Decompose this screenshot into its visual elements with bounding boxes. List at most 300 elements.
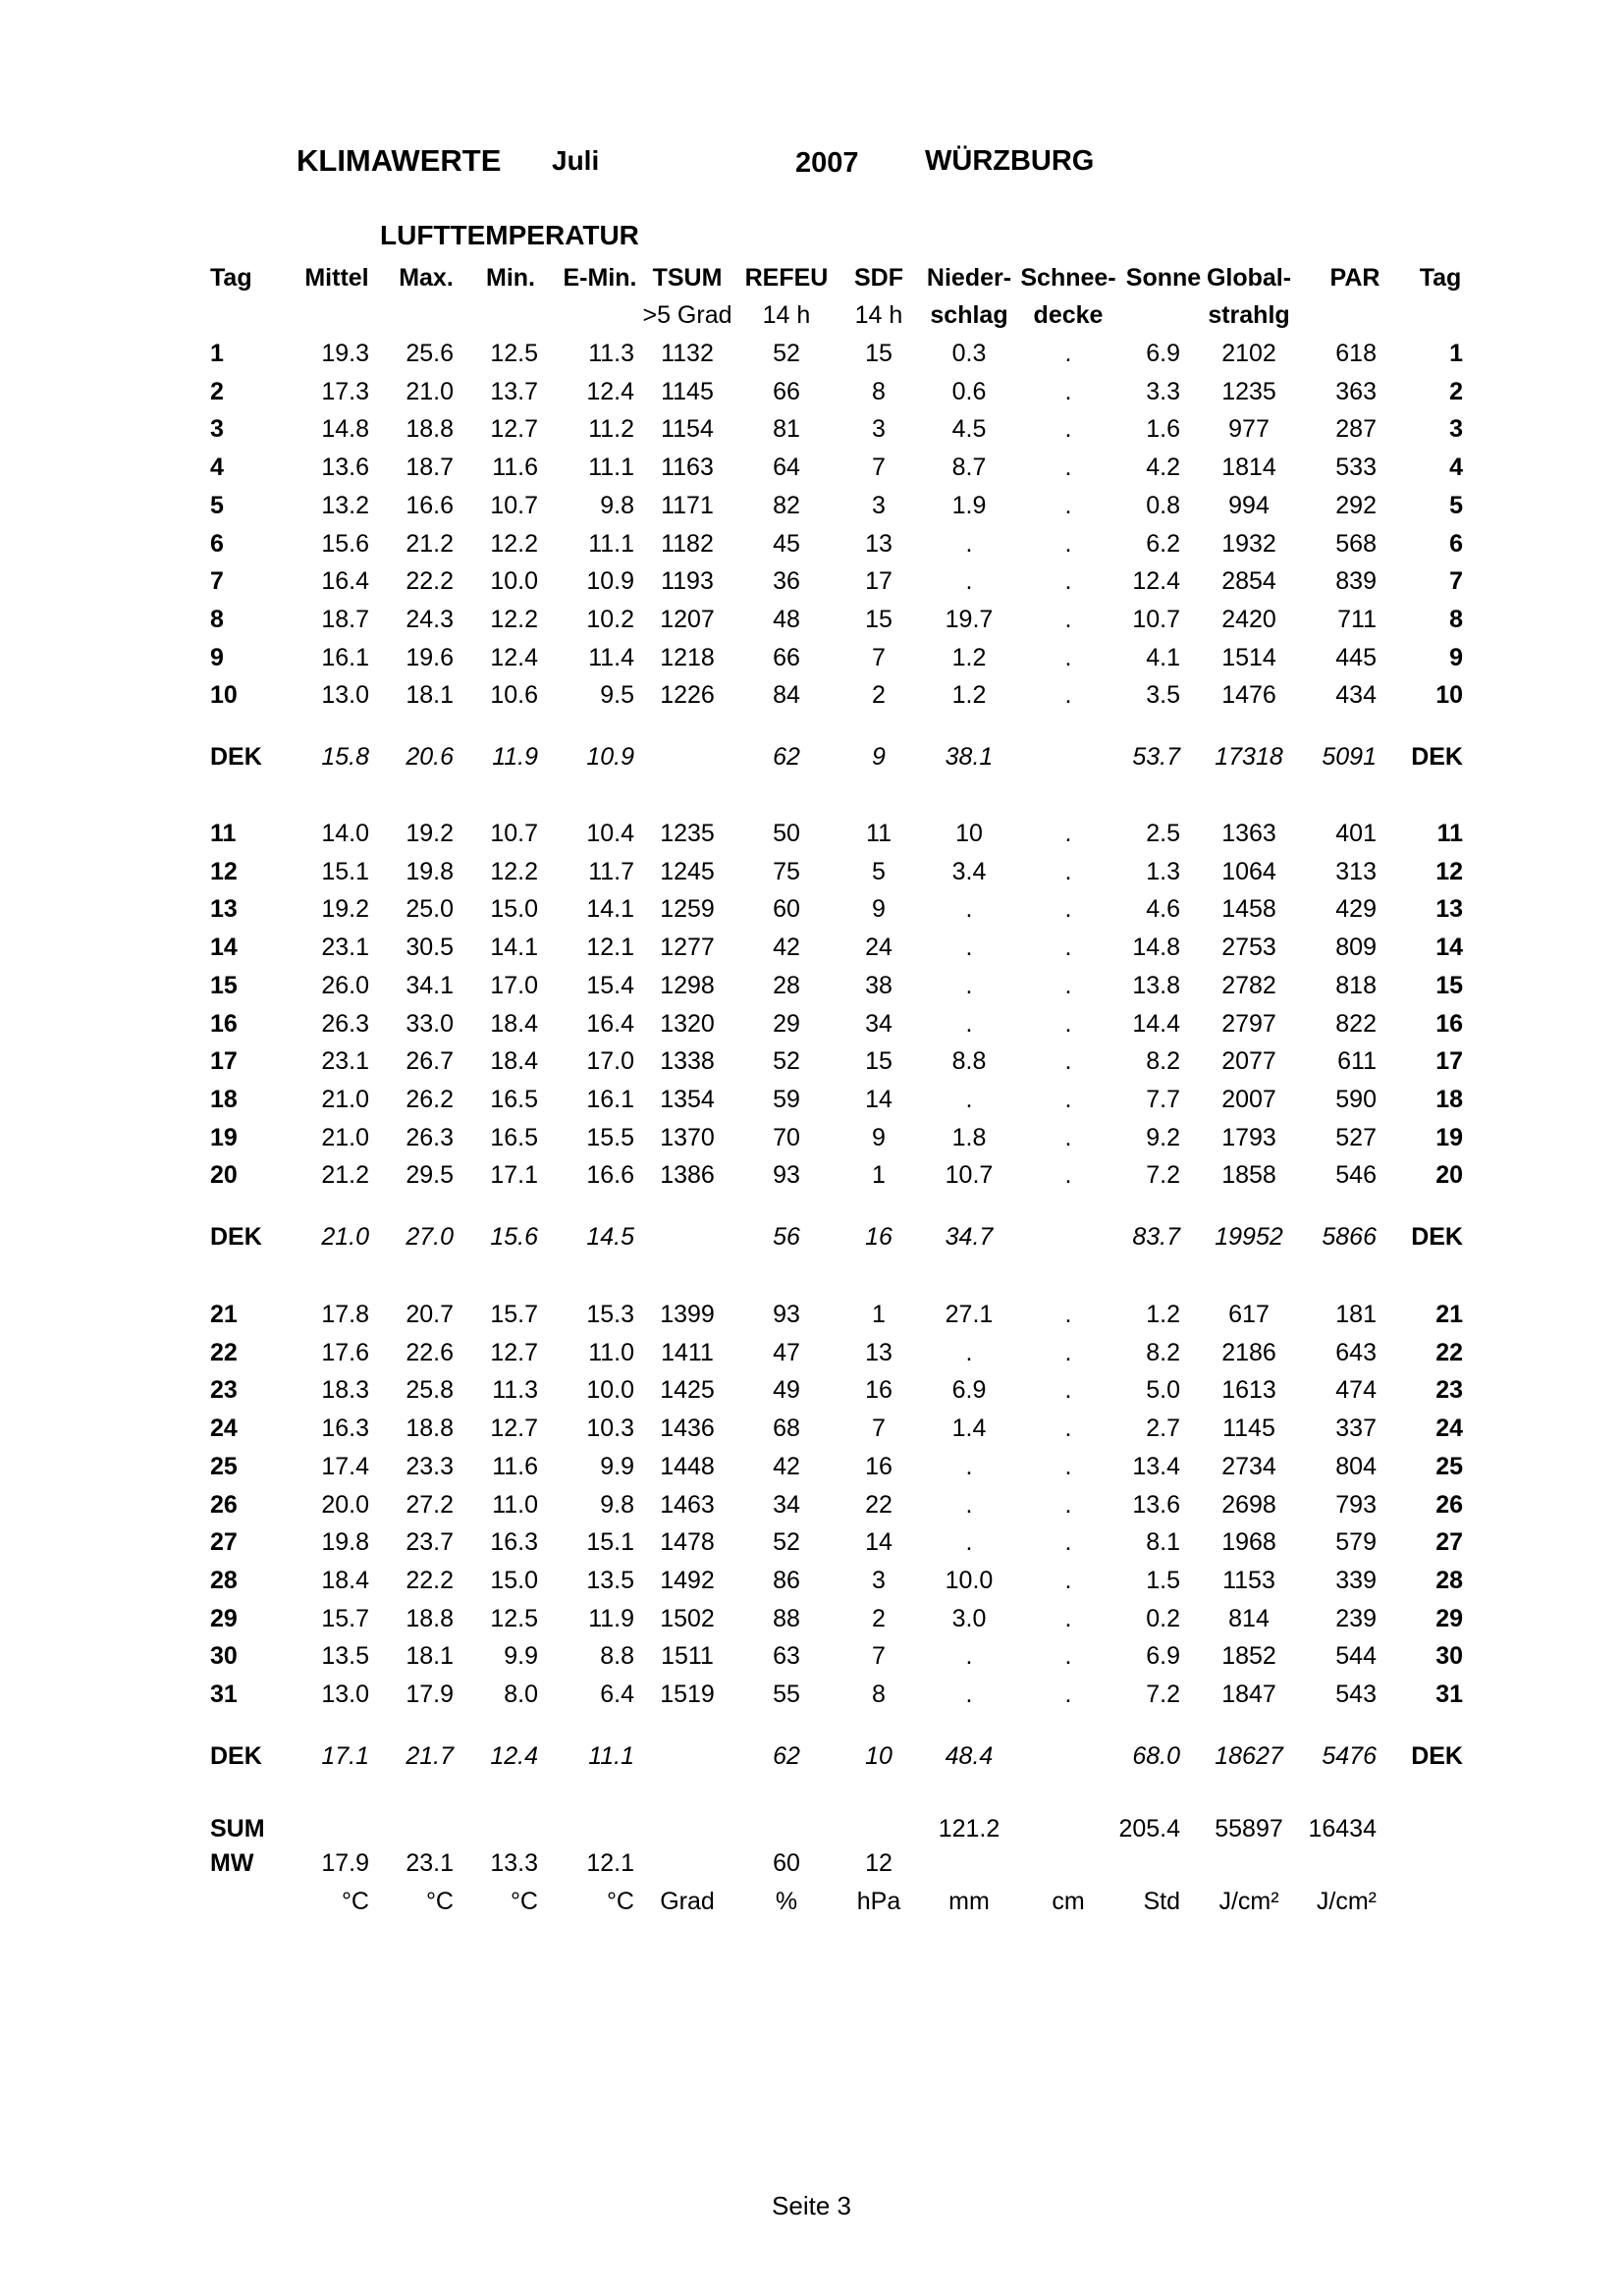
day-row-cell: 13.6 (1132, 1490, 1180, 1519)
decade-summary-row-cell: 62 (773, 1741, 800, 1770)
header-row1-cell: PAR (1329, 264, 1380, 292)
day-row-cell: 17.9 (406, 1681, 454, 1708)
decade-summary-row-cell: 18627 (1215, 1741, 1283, 1770)
day-row-cell: 18.8 (406, 415, 454, 444)
day-row-cell: 60 (773, 895, 800, 924)
day-row-cell: 18.8 (406, 1415, 454, 1443)
day-row-cell: 1338 (660, 1047, 715, 1076)
day-row-cell: 16.4 (321, 567, 369, 596)
day-row-cell: 363 (1335, 377, 1377, 405)
day-row-cell: 22.6 (406, 1338, 454, 1366)
day-row-cell: 18.3 (321, 1376, 369, 1405)
day-row-cell: 8 (1449, 605, 1463, 633)
day-row-cell: . (1064, 605, 1072, 633)
day-row-cell: 26.3 (321, 1009, 369, 1038)
day-row-cell: 10.3 (586, 1415, 634, 1443)
day-row-cell: 4.5 (951, 415, 987, 444)
day-row-cell: 24 (210, 1415, 238, 1443)
day-row-cell: 6 (210, 529, 224, 558)
mw-row-cell: 13.3 (490, 1849, 538, 1877)
day-row-cell: . (1064, 1681, 1072, 1708)
day-row-cell: 1.5 (1146, 1566, 1180, 1594)
day-row-cell: 22.2 (406, 567, 454, 596)
day-row-cell: 18.7 (321, 605, 369, 633)
mw-row-cell: MW (210, 1849, 254, 1877)
day-row-cell: 1858 (1221, 1161, 1276, 1190)
day-row-cell: 1218 (660, 643, 715, 671)
decade-summary-row-cell: 5091 (1322, 743, 1377, 771)
day-row-cell: 1.2 (951, 681, 987, 710)
day-row-cell: 16.6 (586, 1161, 634, 1190)
day-row-cell: . (1064, 681, 1072, 710)
day-row-cell: 1.4 (951, 1415, 987, 1443)
day-row-cell: 1463 (660, 1490, 715, 1519)
day-row-cell: 4.2 (1146, 454, 1180, 482)
sum-row-cell: 121.2 (938, 1815, 1001, 1842)
day-row-cell: 13.6 (321, 454, 369, 482)
day-row-cell: 29 (210, 1604, 238, 1632)
day-row-cell: 1411 (661, 1338, 714, 1366)
day-row-cell: 7 (872, 1415, 886, 1443)
day-row-cell: 1.8 (951, 1123, 987, 1151)
units-row-cell: J/cm² (1218, 1888, 1279, 1915)
decade-summary-row-cell: 27.0 (406, 1223, 454, 1251)
day-row-cell: 12.2 (490, 605, 538, 633)
decade-summary-row-cell: DEK (1411, 1223, 1463, 1251)
day-row-cell: 10 (955, 820, 983, 847)
day-row-cell: . (965, 1681, 973, 1708)
day-row-cell: 0.8 (1146, 491, 1180, 519)
day-row-cell: 1519 (660, 1681, 715, 1708)
day-row-cell: . (965, 1452, 973, 1480)
day-row-cell: 19.8 (321, 1528, 369, 1557)
day-row-cell: 30 (1435, 1642, 1463, 1671)
day-row-cell: 11.2 (588, 415, 634, 444)
day-row-cell: 15 (1435, 971, 1463, 999)
day-row-cell: 52 (773, 1047, 800, 1076)
day-row-cell: 1492 (660, 1566, 715, 1594)
day-row-cell: 25.8 (406, 1376, 454, 1405)
day-row-cell: 17 (865, 567, 893, 596)
day-row-cell: 17.8 (321, 1301, 369, 1328)
day-row-cell: . (965, 1642, 973, 1671)
day-row-cell: 25 (210, 1452, 238, 1480)
sum-row-cell: 205.4 (1118, 1815, 1180, 1842)
day-row-cell: 10.9 (586, 567, 634, 596)
day-row-cell: . (1064, 454, 1072, 482)
day-row-cell: . (1064, 820, 1072, 847)
day-row-cell: 0.2 (1146, 1604, 1180, 1632)
day-row-cell: 11.4 (588, 643, 634, 671)
day-row-cell: 9 (872, 895, 886, 924)
day-row-cell: 15 (865, 340, 893, 367)
decade-summary-row-cell: 5866 (1322, 1223, 1377, 1251)
decade-summary-row-cell: 9 (872, 743, 886, 771)
day-row-cell: 16.3 (490, 1528, 538, 1557)
day-row-cell: 81 (773, 415, 800, 444)
day-row-cell: 0.3 (951, 340, 987, 367)
day-row-cell: 14.8 (1132, 934, 1180, 962)
day-row-cell: 12 (1435, 857, 1463, 885)
day-row-cell: 8.1 (1146, 1528, 1180, 1557)
day-row-cell: 13.2 (321, 491, 369, 519)
day-row-cell: 6.9 (951, 1376, 987, 1405)
day-row-cell: 1235 (660, 820, 715, 847)
day-row-cell: 9.9 (600, 1452, 634, 1480)
day-row-cell: 579 (1335, 1528, 1377, 1557)
day-row-cell: 12.1 (586, 934, 634, 962)
day-row-cell: 12.5 (490, 340, 538, 367)
day-row-cell: 16 (1435, 1009, 1463, 1038)
decade-summary-row-cell: 83.7 (1132, 1223, 1180, 1251)
day-row-cell: 12.2 (490, 529, 538, 558)
day-row-cell: 23.1 (321, 1047, 369, 1076)
day-row-cell: 287 (1335, 415, 1377, 444)
day-row-cell: . (1064, 1604, 1072, 1632)
day-row-cell: 30 (210, 1642, 238, 1671)
day-row-cell: . (1064, 1085, 1072, 1113)
day-row-cell: 1245 (660, 857, 715, 885)
day-row-cell: 23.7 (406, 1528, 454, 1557)
day-row-cell: 4.6 (1146, 895, 1180, 924)
units-row-cell: Std (1143, 1888, 1180, 1915)
day-row-cell: 20.0 (321, 1490, 369, 1519)
day-row-cell: 14 (1435, 934, 1463, 962)
units-row-cell: °C (606, 1888, 634, 1915)
doc-month: Juli (552, 145, 600, 176)
day-row-cell: . (1064, 1528, 1072, 1557)
day-row-cell: 445 (1335, 643, 1377, 671)
day-row-cell: . (1064, 1338, 1072, 1366)
day-row-cell: 3.5 (1146, 681, 1180, 710)
day-row-cell: 23 (1435, 1376, 1463, 1405)
day-row-cell: 11.0 (588, 1338, 634, 1366)
day-row-cell: 14.1 (490, 934, 538, 962)
day-row-cell: 13.5 (321, 1642, 369, 1671)
day-row-cell: 429 (1335, 895, 1377, 924)
day-row-cell: 15.5 (586, 1123, 634, 1151)
day-row-cell: 17.1 (490, 1161, 538, 1190)
day-row-cell: . (1064, 1642, 1072, 1671)
day-row-cell: 12.7 (490, 415, 538, 444)
header-row1-cell: Global- (1206, 264, 1292, 292)
day-row-cell: 42 (773, 1452, 800, 1480)
day-row-cell: 17.3 (321, 377, 369, 405)
day-row-cell: . (1064, 934, 1072, 962)
day-row-cell: 29 (773, 1009, 800, 1038)
day-row-cell: . (965, 1009, 973, 1038)
day-row-cell: 6.9 (1146, 340, 1180, 367)
day-row-cell: 26 (210, 1490, 238, 1519)
day-row-cell: 18.4 (490, 1009, 538, 1038)
day-row-cell: 19.3 (321, 340, 369, 367)
day-row-cell: 2102 (1221, 340, 1276, 367)
day-row-cell: 7.7 (1146, 1085, 1180, 1113)
day-row-cell: 55 (773, 1681, 800, 1708)
day-row-cell: . (1064, 377, 1072, 405)
day-row-cell: 10 (1435, 681, 1463, 710)
day-row-cell: 3.0 (951, 1604, 987, 1632)
day-row-cell: 29 (1435, 1604, 1463, 1632)
day-row-cell: 29.5 (406, 1161, 454, 1190)
day-row-cell: . (965, 1490, 973, 1519)
day-row-cell: 8.2 (1146, 1047, 1180, 1076)
day-row-cell: 4 (1449, 454, 1463, 482)
day-row-cell: 38 (865, 971, 893, 999)
day-row-cell: . (1064, 1301, 1072, 1328)
day-row-cell: 2797 (1221, 1009, 1276, 1038)
day-row-cell: 34 (865, 1009, 893, 1038)
decade-summary-row-cell: DEK (210, 1223, 262, 1251)
day-row-cell: 13 (210, 895, 238, 924)
day-row-cell: 7.2 (1146, 1681, 1180, 1708)
day-row-cell: 2420 (1221, 605, 1276, 633)
day-row-cell: 239 (1335, 1604, 1377, 1632)
day-row-cell: 21 (210, 1301, 238, 1328)
day-row-cell: 7 (872, 643, 886, 671)
decade-summary-row-cell: DEK (1411, 743, 1463, 771)
day-row-cell: 50 (773, 820, 800, 847)
day-row-cell: . (1064, 895, 1072, 924)
day-row-cell: 31 (210, 1681, 238, 1708)
day-row-cell: 3 (872, 491, 886, 519)
day-row-cell: 10.6 (490, 681, 538, 710)
day-row-cell: 1 (210, 340, 224, 367)
day-row-cell: 2 (1449, 377, 1463, 405)
day-row-cell: 93 (773, 1161, 800, 1190)
day-row-cell: . (1064, 340, 1072, 367)
day-row-cell: 434 (1335, 681, 1377, 710)
day-row-cell: 23.3 (406, 1452, 454, 1480)
day-row-cell: 7 (872, 454, 886, 482)
day-row-cell: . (1064, 491, 1072, 519)
day-row-cell: 401 (1335, 820, 1377, 847)
day-row-cell: . (1064, 567, 1072, 596)
sum-row-cell: 16434 (1308, 1815, 1377, 1842)
day-row-cell: 643 (1335, 1338, 1377, 1366)
day-row-cell: 1363 (1221, 820, 1276, 847)
decade-summary-row-cell: 21.7 (406, 1741, 454, 1770)
day-row-cell: 1436 (660, 1415, 715, 1443)
day-row-cell: 17.6 (321, 1338, 369, 1366)
day-row-cell: . (1064, 1009, 1072, 1038)
day-row-cell: 11.7 (588, 857, 634, 885)
decade-summary-row-cell: 16 (865, 1223, 893, 1251)
decade-summary-row-cell: 11.9 (492, 743, 538, 771)
day-row-cell: . (1064, 529, 1072, 558)
day-row-cell: 31 (1435, 1681, 1463, 1708)
day-row-cell: 23 (210, 1376, 238, 1405)
day-row-cell: 292 (1335, 491, 1377, 519)
day-row-cell: 8 (210, 605, 224, 633)
day-row-cell: 11.1 (588, 529, 634, 558)
day-row-cell: 15 (210, 971, 238, 999)
day-row-cell: 9.8 (600, 1490, 634, 1519)
day-row-cell: 2186 (1221, 1338, 1276, 1366)
day-row-cell: 1145 (661, 377, 714, 405)
day-row-cell: 4.1 (1146, 643, 1180, 671)
day-row-cell: 2.7 (1146, 1415, 1180, 1443)
day-row-cell: 16.5 (490, 1085, 538, 1113)
day-row-cell: 30.5 (406, 934, 454, 962)
day-row-cell: . (1064, 1415, 1072, 1443)
day-row-cell: 18 (210, 1085, 238, 1113)
day-row-cell: 12.7 (490, 1415, 538, 1443)
day-row-cell: 1235 (1221, 377, 1276, 405)
day-row-cell: 181 (1335, 1301, 1377, 1328)
day-row-cell: 19 (1435, 1123, 1463, 1151)
day-row-cell: 47 (773, 1338, 800, 1366)
day-row-cell: 977 (1228, 415, 1270, 444)
day-row-cell: 1458 (1221, 895, 1276, 924)
day-row-cell: 26.3 (406, 1123, 454, 1151)
header-row1-cell: Max. (399, 264, 454, 292)
day-row-cell: 18.4 (321, 1566, 369, 1594)
day-row-cell: . (965, 934, 973, 962)
day-row-cell: 2698 (1221, 1490, 1276, 1519)
header-row1-cell: Sonne (1125, 264, 1202, 292)
day-row-cell: 2 (872, 1604, 886, 1632)
day-row-cell: 590 (1335, 1085, 1377, 1113)
day-row-cell: 63 (773, 1642, 800, 1671)
day-row-cell: 13 (865, 529, 893, 558)
day-row-cell: 16.6 (406, 491, 454, 519)
day-row-cell: 1 (872, 1301, 886, 1328)
day-row-cell: . (1064, 857, 1072, 885)
day-row-cell: 22 (865, 1490, 893, 1519)
day-row-cell: 21 (1435, 1301, 1463, 1328)
day-row-cell: 15.4 (586, 971, 634, 999)
day-row-cell: 339 (1335, 1566, 1377, 1594)
day-row-cell: 14.4 (1132, 1009, 1180, 1038)
day-row-cell: 52 (773, 340, 800, 367)
day-row-cell: 3 (210, 415, 224, 444)
day-row-cell: 17.4 (321, 1452, 369, 1480)
header-row1-cell: TSUM (652, 264, 723, 292)
day-row-cell: 11.3 (492, 1376, 538, 1405)
day-row-cell: 1298 (660, 971, 715, 999)
day-row-cell: 1259 (660, 895, 715, 924)
day-row-cell: 1.6 (1146, 415, 1180, 444)
day-row-cell: 1226 (660, 681, 715, 710)
header-row1-cell: Schnee- (1020, 264, 1116, 292)
day-row-cell: 11.6 (492, 454, 538, 482)
day-row-cell: 9.9 (504, 1642, 538, 1671)
day-row-cell: 15.0 (490, 895, 538, 924)
day-row-cell: 66 (773, 377, 800, 405)
day-row-cell: 13.4 (1132, 1452, 1180, 1480)
day-row-cell: 52 (773, 1528, 800, 1557)
day-row-cell: 1153 (1222, 1566, 1275, 1594)
day-row-cell: 15.6 (321, 529, 369, 558)
decade-summary-row-cell: 56 (773, 1223, 800, 1251)
day-row-cell: 1154 (661, 415, 714, 444)
day-row-cell: 42 (773, 934, 800, 962)
day-row-cell: 1968 (1221, 1528, 1276, 1557)
day-row-cell: 68 (773, 1415, 800, 1443)
day-row-cell: 474 (1335, 1376, 1377, 1405)
day-row-cell: 36 (773, 567, 800, 596)
header-row1-cell: SDF (854, 264, 903, 292)
day-row-cell: 1193 (661, 567, 714, 596)
day-row-cell: 2 (872, 681, 886, 710)
day-row-cell: 13.5 (586, 1566, 634, 1594)
day-row-cell: 617 (1228, 1301, 1270, 1328)
day-row-cell: 5 (210, 491, 224, 519)
day-row-cell: . (1064, 415, 1072, 444)
decade-summary-row-cell: 15.8 (321, 743, 369, 771)
day-row-cell: 16 (865, 1452, 893, 1480)
day-row-cell: 22 (210, 1338, 238, 1366)
day-row-cell: 66 (773, 643, 800, 671)
day-row-cell: . (1064, 1123, 1072, 1151)
day-row-cell: 6.2 (1146, 529, 1180, 558)
day-row-cell: 533 (1335, 454, 1377, 482)
day-row-cell: 18.1 (406, 681, 454, 710)
day-row-cell: 611 (1337, 1047, 1377, 1076)
units-row-cell: cm (1052, 1888, 1085, 1915)
units-row-cell: °C (425, 1888, 454, 1915)
day-row-cell: . (965, 1338, 973, 1366)
day-row-cell: 9.2 (1146, 1123, 1180, 1151)
day-row-cell: 14 (865, 1528, 893, 1557)
day-row-cell: 28 (1435, 1566, 1463, 1594)
day-row-cell: 18.4 (490, 1047, 538, 1076)
page-footer: Seite 3 (772, 2191, 851, 2220)
day-row-cell: 27 (210, 1528, 238, 1557)
day-row-cell: 809 (1335, 934, 1377, 962)
day-row-cell: 1.3 (1146, 857, 1180, 885)
day-row-cell: 70 (773, 1123, 800, 1151)
day-row-cell: 8.8 (951, 1047, 987, 1076)
decade-summary-row-cell: 14.5 (586, 1223, 634, 1251)
day-row-cell: 19.7 (945, 605, 994, 633)
day-row-cell: 7 (1449, 567, 1463, 596)
day-row-cell: 10.7 (490, 820, 538, 847)
day-row-cell: 88 (773, 1604, 800, 1632)
day-row-cell: 2.5 (1146, 820, 1180, 847)
day-row-cell: 26 (1435, 1490, 1463, 1519)
day-row-cell: 12.7 (490, 1338, 538, 1366)
day-row-cell: 21.0 (321, 1085, 369, 1113)
day-row-cell: 15 (865, 1047, 893, 1076)
header-row1-cell: Nieder- (926, 264, 1012, 292)
day-row-cell: 12.4 (586, 377, 634, 405)
day-row-cell: 8.8 (600, 1642, 634, 1671)
day-row-cell: 13.0 (321, 1681, 369, 1708)
day-row-cell: 12.2 (490, 857, 538, 885)
day-row-cell: 313 (1335, 857, 1377, 885)
day-row-cell: 19.2 (321, 895, 369, 924)
header-row1-cell: Min. (486, 264, 535, 292)
day-row-cell: 9 (872, 1123, 886, 1151)
day-row-cell: 7 (872, 1642, 886, 1671)
day-row-cell: 11.6 (492, 1452, 538, 1480)
decade-summary-row-cell: 62 (773, 743, 800, 771)
day-row-cell: . (1064, 1376, 1072, 1405)
day-row-cell: 21.0 (406, 377, 454, 405)
day-row-cell: 1425 (660, 1376, 715, 1405)
day-row-cell: 1386 (660, 1161, 715, 1190)
decade-summary-row-cell: DEK (210, 743, 262, 771)
day-row-cell: 8 (872, 1681, 886, 1708)
decade-summary-row-cell: 10 (865, 1741, 893, 1770)
day-row-cell: 23.1 (321, 934, 369, 962)
day-row-cell: . (965, 895, 973, 924)
day-row-cell: 9 (1449, 643, 1463, 671)
day-row-cell: . (965, 567, 973, 596)
day-row-cell: 527 (1335, 1123, 1377, 1151)
